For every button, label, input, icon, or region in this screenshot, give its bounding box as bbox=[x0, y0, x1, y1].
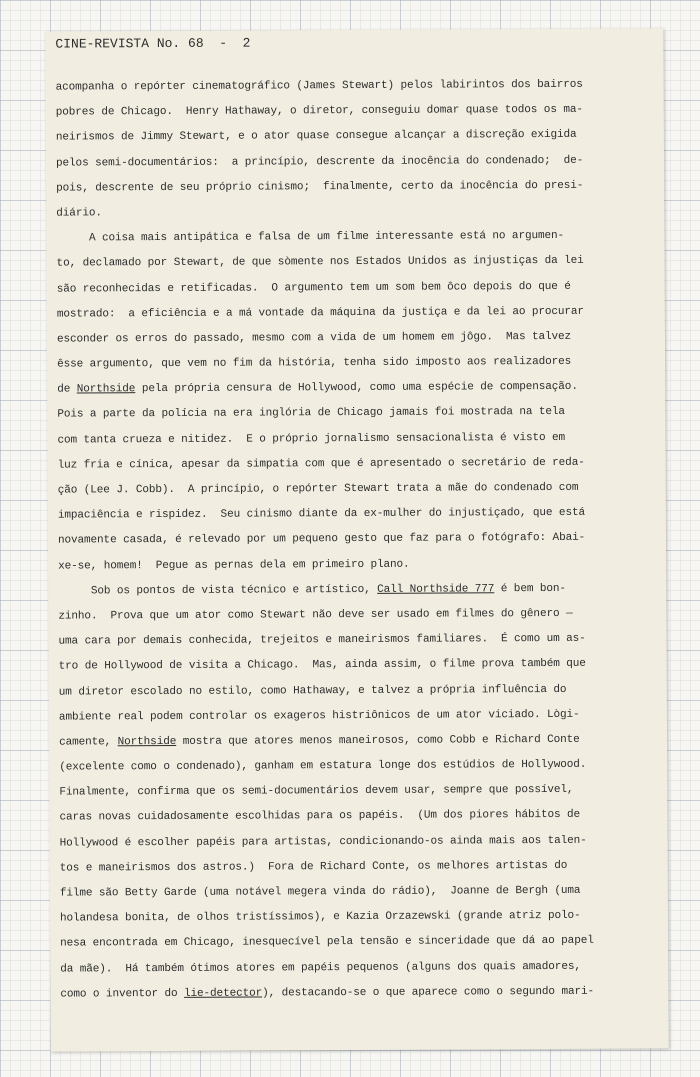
text-segment: impaciência e rispidez. Seu cinismo diante da ex-mulher do injustiçado, que está bbox=[57, 506, 586, 522]
text-line bbox=[56, 98, 656, 126]
text-segment: pela própria censura de Hollywood, como uma espécie de compensação. bbox=[135, 381, 578, 396]
text-line bbox=[59, 752, 659, 780]
underlined-title: Call Northside 777 bbox=[377, 583, 495, 596]
underlined-title: Northside bbox=[117, 735, 177, 749]
text-segment: de bbox=[57, 383, 77, 396]
text-segment: luz fria e cínica, apesar da simpatia com que é apresentado o secretário de reda- bbox=[57, 456, 585, 472]
text-line bbox=[56, 173, 656, 201]
text-line bbox=[58, 526, 658, 554]
text-segment: Hollywood é escolher papéis para artistas, condicionando-os ainda mais aos talen- bbox=[59, 834, 587, 850]
text-line bbox=[56, 224, 656, 252]
text-line bbox=[59, 677, 659, 705]
text-segment: é bem bon- bbox=[494, 582, 566, 596]
text-segment: holandesa bonita, de olhos tristíssimos), e Kazia Orzazewski (grande atriz polo- bbox=[59, 910, 581, 925]
text-segment: mostra que atores menos maneirosos, como Cobb e Richard Conte bbox=[176, 733, 580, 748]
text-segment: pobres de Chicago. Henry Hathaway, o diretor, conseguiu domar quase todos os ma- bbox=[55, 103, 583, 119]
text-line bbox=[60, 979, 660, 1007]
text-line bbox=[57, 349, 657, 377]
text-line bbox=[57, 299, 657, 327]
text-line bbox=[56, 123, 656, 151]
body-text bbox=[56, 72, 661, 1007]
text-segment: xe-se, homem! Pegue as pernas dela em primeiro plano. bbox=[58, 558, 410, 573]
text-segment: (excelente como o condenado), ganham em estatura longe dos estúdios de Hollywood. bbox=[59, 758, 587, 774]
text-segment: Sob os pontos de vista técnico e artístico, bbox=[58, 583, 378, 598]
page-header: CINE-REVISTA No. 68 - 2 bbox=[55, 35, 251, 52]
text-line bbox=[60, 904, 660, 932]
typed-page bbox=[45, 28, 668, 1051]
text-segment: diário. bbox=[56, 207, 102, 220]
text-segment: Finalmente, confirma que os semi-documentários devem usar, sempre que possível, bbox=[59, 784, 574, 799]
text-line bbox=[59, 652, 659, 680]
text-segment: pois, descrente de seu próprio cinismo; finalmente, certo da inocência do presi- bbox=[56, 179, 584, 195]
text-line bbox=[58, 475, 658, 503]
text-line bbox=[60, 929, 660, 957]
text-segment: tos e maneirismos dos astros.) Fora de Richard Conte, os melhores artistas do bbox=[59, 859, 568, 875]
text-segment: ambiente real podem controlar os exageros histriônicos de um ator viciado. Lògi- bbox=[58, 708, 580, 724]
underlined-title: lie-detector bbox=[183, 987, 263, 1000]
text-line bbox=[56, 249, 656, 277]
text-segment: ), destacando-se o que aparece como o segundo mari- bbox=[262, 985, 595, 1000]
text-segment: com tanta crueza e nitidez. E o próprio jornalismo sensacionalista é visto em bbox=[57, 431, 566, 447]
text-segment: novamente casada, é relevado por um pequeno gesto que faz para o fotógrafo: Abai- bbox=[57, 532, 586, 547]
text-segment: mostrado: a eficiência e a má vontade da máquina da justiça e da lei ao procurar bbox=[56, 305, 584, 321]
text-line bbox=[56, 148, 656, 176]
text-segment: camente, bbox=[59, 736, 118, 749]
text-segment: neirismos de Jimmy Stewart, e o ator quase consegue alcançar a discreção exigida bbox=[55, 129, 577, 144]
text-line bbox=[57, 425, 657, 453]
text-line bbox=[58, 576, 658, 604]
text-segment: zinho. Prova que um ator como Stewart não deve ser usado em filmes do gênero — bbox=[58, 607, 573, 623]
text-line bbox=[58, 450, 658, 478]
text-segment: um diretor escolado no estilo, como Hathaway, e talvez a própria influência do bbox=[58, 683, 567, 699]
text-segment: to, declamado por Stewart, de que sòmente nos Estados Unidos as injustiças da lei bbox=[56, 255, 584, 270]
text-segment: são reconhecidas e retificadas. O argumento tem um som bem ôco depois do que é bbox=[56, 280, 571, 296]
text-segment: pelos semi-documentários: a princípio, descrente da inocência do condenado; de- bbox=[55, 154, 584, 170]
text-segment: uma cara por demais conhecida, trejeitos e maneirismos familiares. É como um as- bbox=[58, 632, 586, 648]
text-segment: tro de Hollywood de visita a Chicago. Mas, ainda assim, o filme prova também que bbox=[58, 658, 586, 673]
text-segment: Pois a parte da polícia na era inglória de Chicago jamais foi mostrada na tela bbox=[57, 406, 565, 422]
text-segment: como o inventor do bbox=[60, 987, 185, 1001]
text-line bbox=[58, 601, 658, 629]
text-segment: da mãe). Há também ótimos atores em papéis pequenos (alguns dos quais amadores, bbox=[60, 960, 581, 976]
text-segment: filme são Betty Garde (uma notável megera vinda do rádio), Joanne de Bergh (uma bbox=[59, 884, 581, 900]
text-line bbox=[57, 400, 657, 428]
text-line bbox=[58, 501, 658, 529]
text-line bbox=[59, 803, 659, 831]
text-line bbox=[56, 198, 656, 226]
text-segment: êsse argumento, que vem no fim da história, tenha sido imposto aos realizadores bbox=[57, 355, 572, 371]
text-line bbox=[60, 828, 660, 856]
text-segment: caras novas cuidadosamente escolhidas para os papéis. (Um dos piores hábitos de bbox=[59, 809, 581, 824]
text-line bbox=[57, 274, 657, 302]
text-line bbox=[56, 72, 656, 100]
text-line bbox=[58, 627, 658, 655]
text-line bbox=[57, 324, 657, 352]
text-segment: acompanha o repórter cinematográfico (James Stewart) pelos labirintos dos bairros bbox=[55, 78, 583, 94]
text-line bbox=[59, 727, 659, 755]
text-segment: ção (Lee J. Cobb). A princípio, o repórter Stewart trata a mãe do condenado com bbox=[57, 481, 579, 497]
text-line bbox=[57, 375, 657, 403]
text-line bbox=[60, 878, 660, 906]
text-segment: esconder os erros do passado, mesmo com a vida de um homem em jôgo. Mas talvez bbox=[56, 330, 572, 346]
text-segment: A coisa mais antipática e falsa de um filme interessante está no argumen- bbox=[56, 230, 565, 245]
text-line bbox=[59, 702, 659, 730]
text-line bbox=[59, 778, 659, 806]
text-line bbox=[60, 853, 660, 881]
text-line bbox=[58, 551, 658, 579]
text-segment: nesa encontrada em Chicago, inesquecível pela tensão e sinceridade que dá ao papel bbox=[60, 935, 594, 950]
text-line bbox=[60, 954, 660, 982]
underlined-title: Northside bbox=[76, 383, 136, 396]
